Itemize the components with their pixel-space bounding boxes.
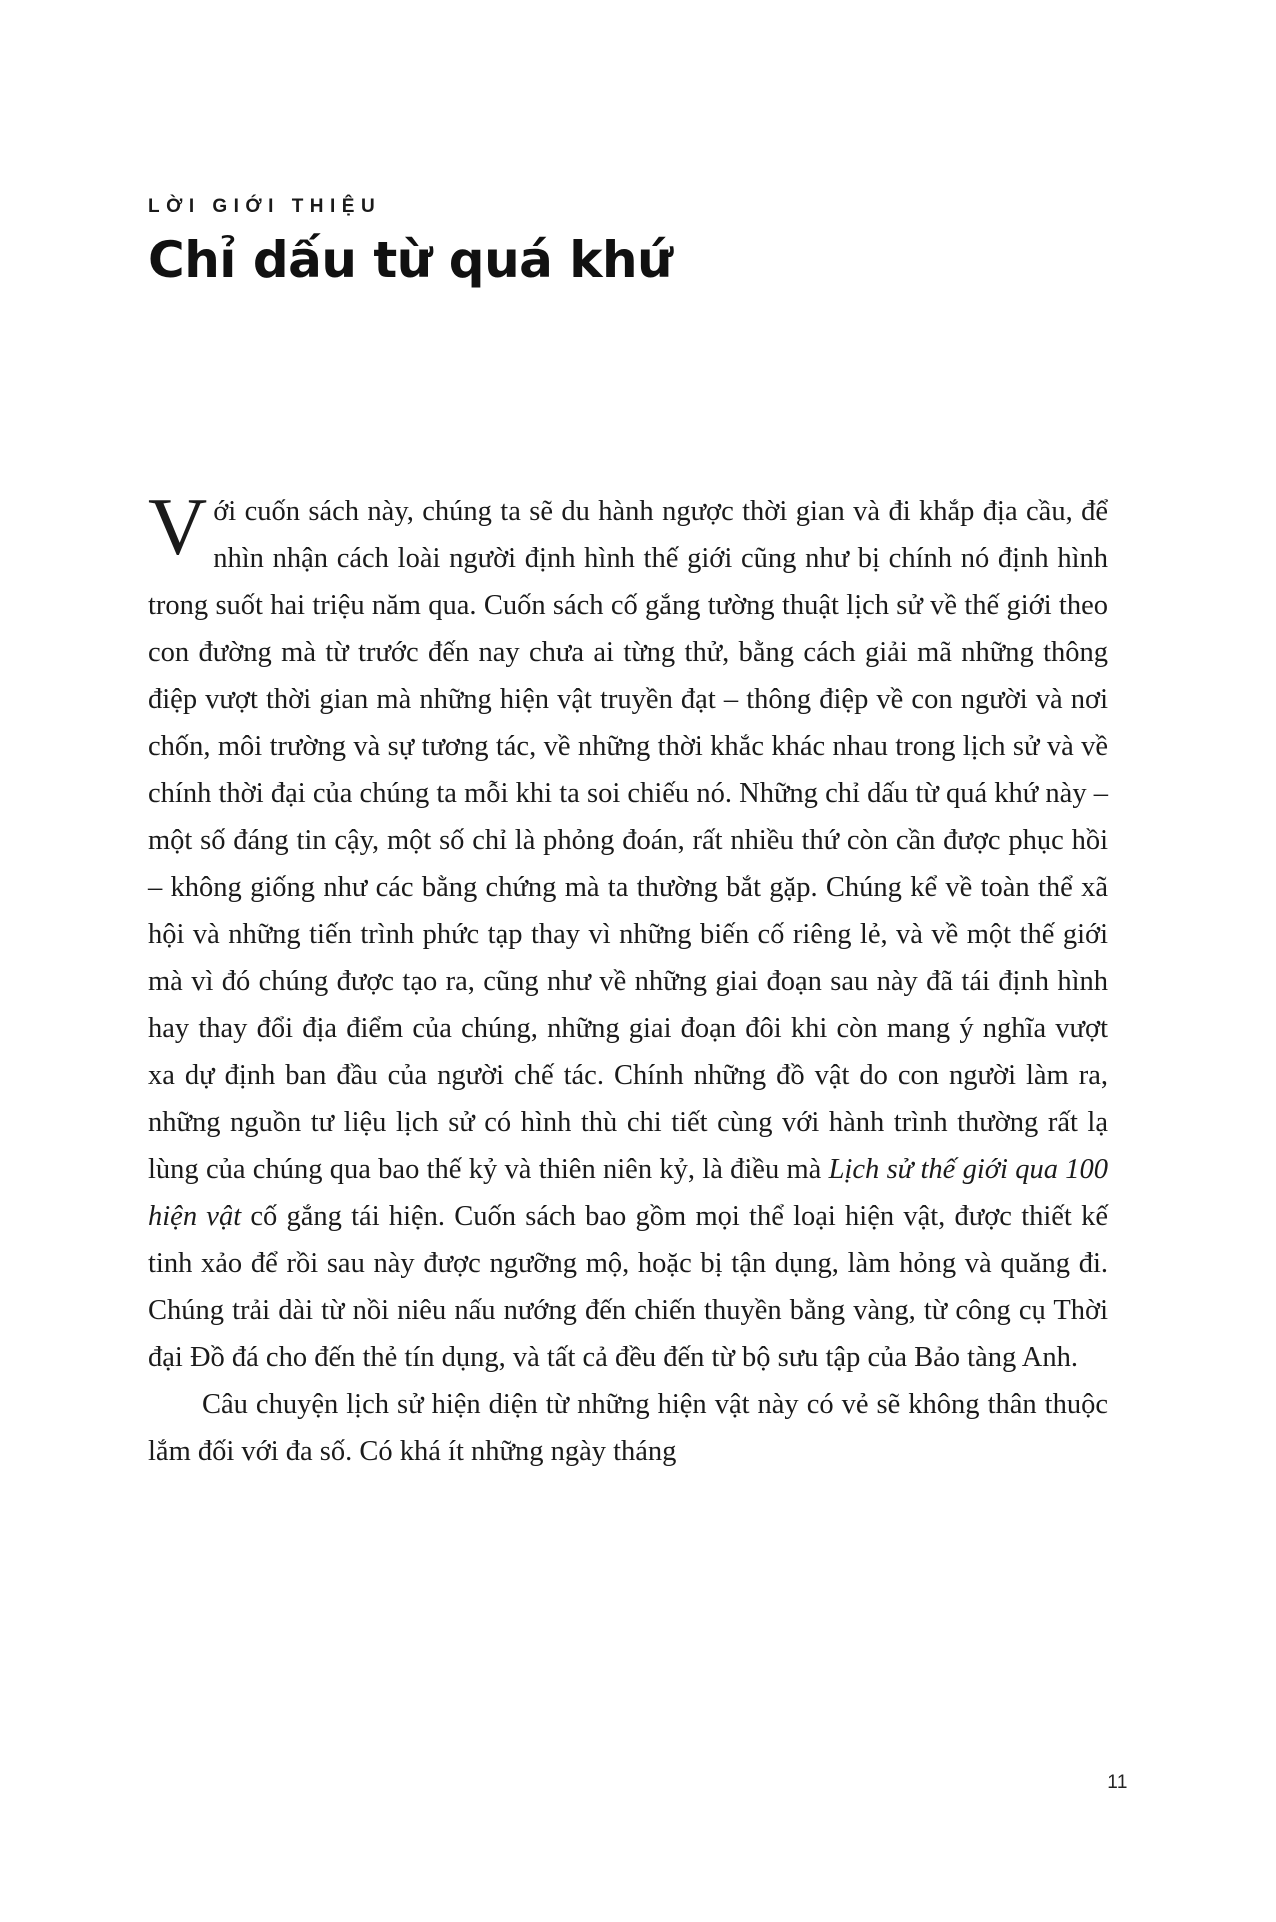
drop-cap: V bbox=[148, 480, 208, 572]
page-number: 11 bbox=[1107, 1772, 1128, 1793]
page-title: Chỉ dấu từ quá khứ bbox=[148, 231, 673, 289]
paragraph-first-text: ới cuốn sách này, chúng ta sẽ du hành ngược thời gian và đi khắp địa cầu, để nhìn nhận cách loài người định hình thế giới cũng như bị chính nó định hình trong suốt hai triệu năm qua. Cuốn sách cố gắng tường thuật lịch sử về thế giới theo con đường mà từ trước đến nay chưa ai từng thử, bằng cách giải mã những thông điệp vượt thời gian mà những hiện vật truyền đạt – thông điệp về con người và nơi chốn, môi trường và sự tương tác, về những thời khắc khác nhau trong lịch sử và về chính thời đại của chúng ta mỗi khi ta soi chiếu nó. Những chỉ dấu từ quá khứ này – một số đáng tin cậy, một số chỉ là phỏng đoán, rất nhiều thứ còn cần được phục hồi – không giống như các bằng chứng mà ta thường bắt gặp. Chúng kể về toàn thể xã hội và những tiến trình phức tạp thay vì những biến cố riêng lẻ, và về một thế giới mà vì đó chúng được tạo ra, cũng như về những giai đoạn sau này đã tái định hình hay thay đổi địa điểm của chúng, những giai đoạn đôi khi còn mang ý nghĩa vượt xa dự định ban đầu của người chế tác. Chính những đồ vật do con người làm ra, những nguồn tư liệu lịch sử có hình thù chi tiết cùng với hành trình thường rất lạ lùng của chúng qua bao thế kỷ và thiên niên kỷ, là điều mà bbox=[148, 495, 1108, 1185]
paragraph-first-tail: cố gắng tái hiện. Cuốn sách bao gồm mọi thể loại hiện vật, được thiết kế tinh xảo để rồi sau này được ngưỡng mộ, hoặc bị tận dụng, làm hỏng và quăng đi. Chúng trải dài từ nồi niêu nấu nướng đến chiến thuyền bằng vàng, từ công cụ Thời đại Đồ đá cho đến thẻ tín dụng, và tất cả đều đến từ bộ sưu tập của Bảo tàng Anh. bbox=[148, 1200, 1108, 1373]
section-eyebrow: LỜI GIỚI THIỆU bbox=[148, 196, 382, 217]
book-title-italic: Lịch sử thế giới qua 100 hiện vật bbox=[148, 1153, 1108, 1232]
paragraph-second: Câu chuyện lịch sử hiện diện từ những hiện vật này có vẻ sẽ không thân thuộc lắm đối với đa số. Có khá ít những ngày tháng bbox=[148, 1388, 1108, 1467]
paragraph-first bbox=[148, 480, 1108, 1381]
page-content bbox=[148, 0, 1108, 1475]
body-text bbox=[148, 480, 1108, 1475]
